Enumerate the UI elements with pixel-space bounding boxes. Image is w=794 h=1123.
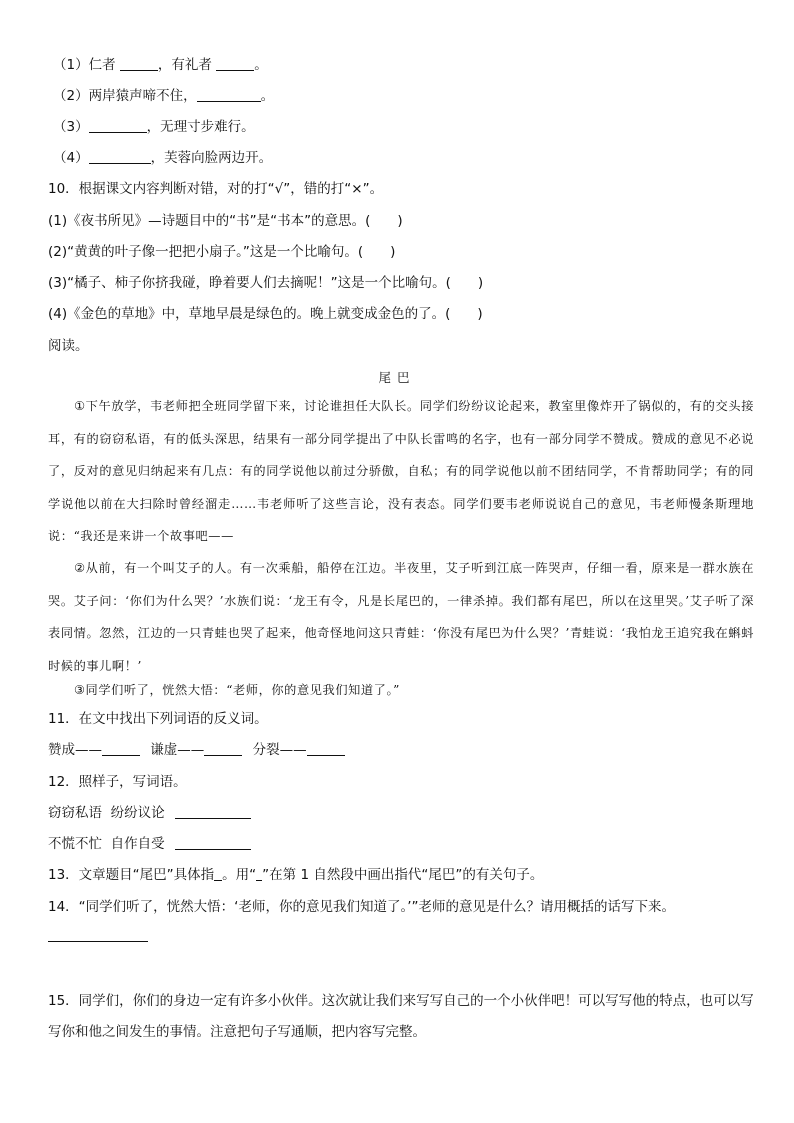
item-number: （2）: [53, 88, 89, 104]
fill-item-4: [53, 149, 272, 167]
question-text: 。用“: [222, 867, 257, 883]
question-text: ”在第 1 自然段中画出指代“尾巴”的有关句子。: [262, 867, 544, 883]
item-text: 。: [254, 57, 268, 73]
answer-blank[interactable]: [120, 56, 158, 71]
word-pattern-row: [48, 804, 251, 822]
question-14-prompt: 14．“同学们听了，恍然大悟：‘老师，你的意见我们知道了。’”老师的意见是什么？请用概括的话写下来。: [48, 899, 675, 915]
judgement-item: (1)《夜书所见》—诗题目中的“书”是“书本”的意思。( ): [48, 213, 403, 229]
example-words: 窃窃私语 纷纷议论: [48, 805, 165, 821]
item-text: 。: [260, 88, 275, 104]
answer-blank[interactable]: [197, 87, 261, 102]
passage-paragraph-2: [48, 552, 754, 682]
answer-blank[interactable]: [216, 56, 254, 71]
passage-paragraph-3: [48, 674, 754, 707]
example-words: 不慌不忙 自作自受: [48, 836, 165, 852]
question-11-prompt: 11．在文中找出下列词语的反义词。: [48, 711, 268, 727]
fill-item-3: [53, 118, 255, 136]
reading-label: 阅读。: [48, 338, 89, 354]
question-13: [48, 866, 543, 884]
antonym-row: [48, 741, 345, 759]
passage-title: 尾巴: [378, 370, 416, 385]
paragraph-number: ③: [74, 683, 86, 697]
antonym-word: 谦虚——: [150, 742, 205, 758]
paragraph-number: ①: [74, 399, 86, 413]
passage-paragraph-1: [48, 390, 754, 553]
question-12-prompt: 12．照样子，写词语。: [48, 774, 187, 790]
question-10-prompt: 10．根据课文内容判断对错，对的打“√”，错的打“×”。: [48, 181, 384, 197]
answer-blank[interactable]: [89, 118, 147, 133]
item-number: （4）: [53, 150, 89, 166]
paragraph-number: ②: [74, 561, 86, 575]
item-number: （3）: [53, 119, 89, 135]
antonym-word: 分裂——: [252, 742, 307, 758]
item-text: ，无理寸步难行。: [146, 119, 255, 135]
judgement-item: (3)“橘子、柿子你挤我碰，睁着要人们去摘呢！”这是一个比喻句。( ): [48, 275, 484, 291]
answer-blank[interactable]: [89, 149, 151, 164]
item-number: （1）: [53, 57, 89, 73]
answer-blank[interactable]: [175, 804, 251, 819]
judgement-item: (4)《金色的草地》中，草地早晨是绿色的。晚上就变成金色的了。( ): [48, 306, 483, 322]
item-text: 仁者: [88, 57, 116, 73]
paragraph-text: 从前，有一个叫艾子的人。有一次乘船，船停在江边。半夜里，艾子听到江底一阵哭声，仔细一看，原来是一群水族在哭。艾子问：‘你们为什么哭？’水族们说：‘龙王有令，凡是长尾巴的，一律杀掉。我们都有尾巴，所以在这里哭。’艾子听了深表同情。忽然，江边的一只青蛙也哭了起来，他奇怪地问这只青蛙：‘你没有尾巴为什么哭？’青蛙说：‘我怕龙王追究我在蝌蚪时候的事儿啊！’: [48, 561, 755, 673]
item-text: ，有礼者: [157, 57, 212, 73]
judgement-item: (2)“黄黄的叶子像一把把小扇子。”这是一个比喻句。( ): [48, 244, 396, 260]
answer-blank[interactable]: [204, 741, 242, 756]
fill-item-1: [53, 56, 268, 74]
fill-item-2: [53, 87, 274, 105]
question-text: 13．文章题目“尾巴”具体指: [48, 867, 215, 883]
answer-blank[interactable]: [102, 741, 140, 756]
word-pattern-row: [48, 835, 251, 853]
answer-line[interactable]: [48, 941, 148, 942]
antonym-word: 赞成——: [48, 742, 102, 758]
answer-blank[interactable]: [175, 835, 251, 850]
answer-blank[interactable]: [307, 741, 345, 756]
answer-blank[interactable]: [214, 866, 222, 881]
question-15-prompt: 15．同学们，你们的身边一定有许多小伙伴。这次就让我们来写写自己的一个小伙伴吧！可以写写他的特点，也可以写写你和他之间发生的事情。注意把句子写通顺，把内容写完整。: [48, 993, 754, 1040]
paragraph-text: 同学们听了，恍然大悟：“老师，你的意见我们知道了。”: [85, 683, 400, 697]
paragraph-text: 下午放学，韦老师把全班同学留下来，讨论谁担任大队长。同学们纷纷议论起来，教室里像炸开了锅似的，有的交头接耳，有的窃窃私语，有的低头深思，结果有一部分同学提出了中队长雷鸣的名字，也有一部分同学不赞成。赞成的意见不必说了，反对的意见归纳起来有几点：有的同学说他以前过分骄傲，自私；有的同学说他以前不团结同学，不肯帮助同学；有的同学说他以前在大扫除时曾经溜走……韦老师听了这些言论，没有表态。同学们要韦老师说说自己的意见，韦老师慢条斯理地说：“我还是来讲一个故事吧——: [48, 399, 755, 543]
item-text: 两岸猿声啼不住，: [88, 88, 197, 104]
item-text: ，芙蓉向脸两边开。: [150, 150, 273, 166]
